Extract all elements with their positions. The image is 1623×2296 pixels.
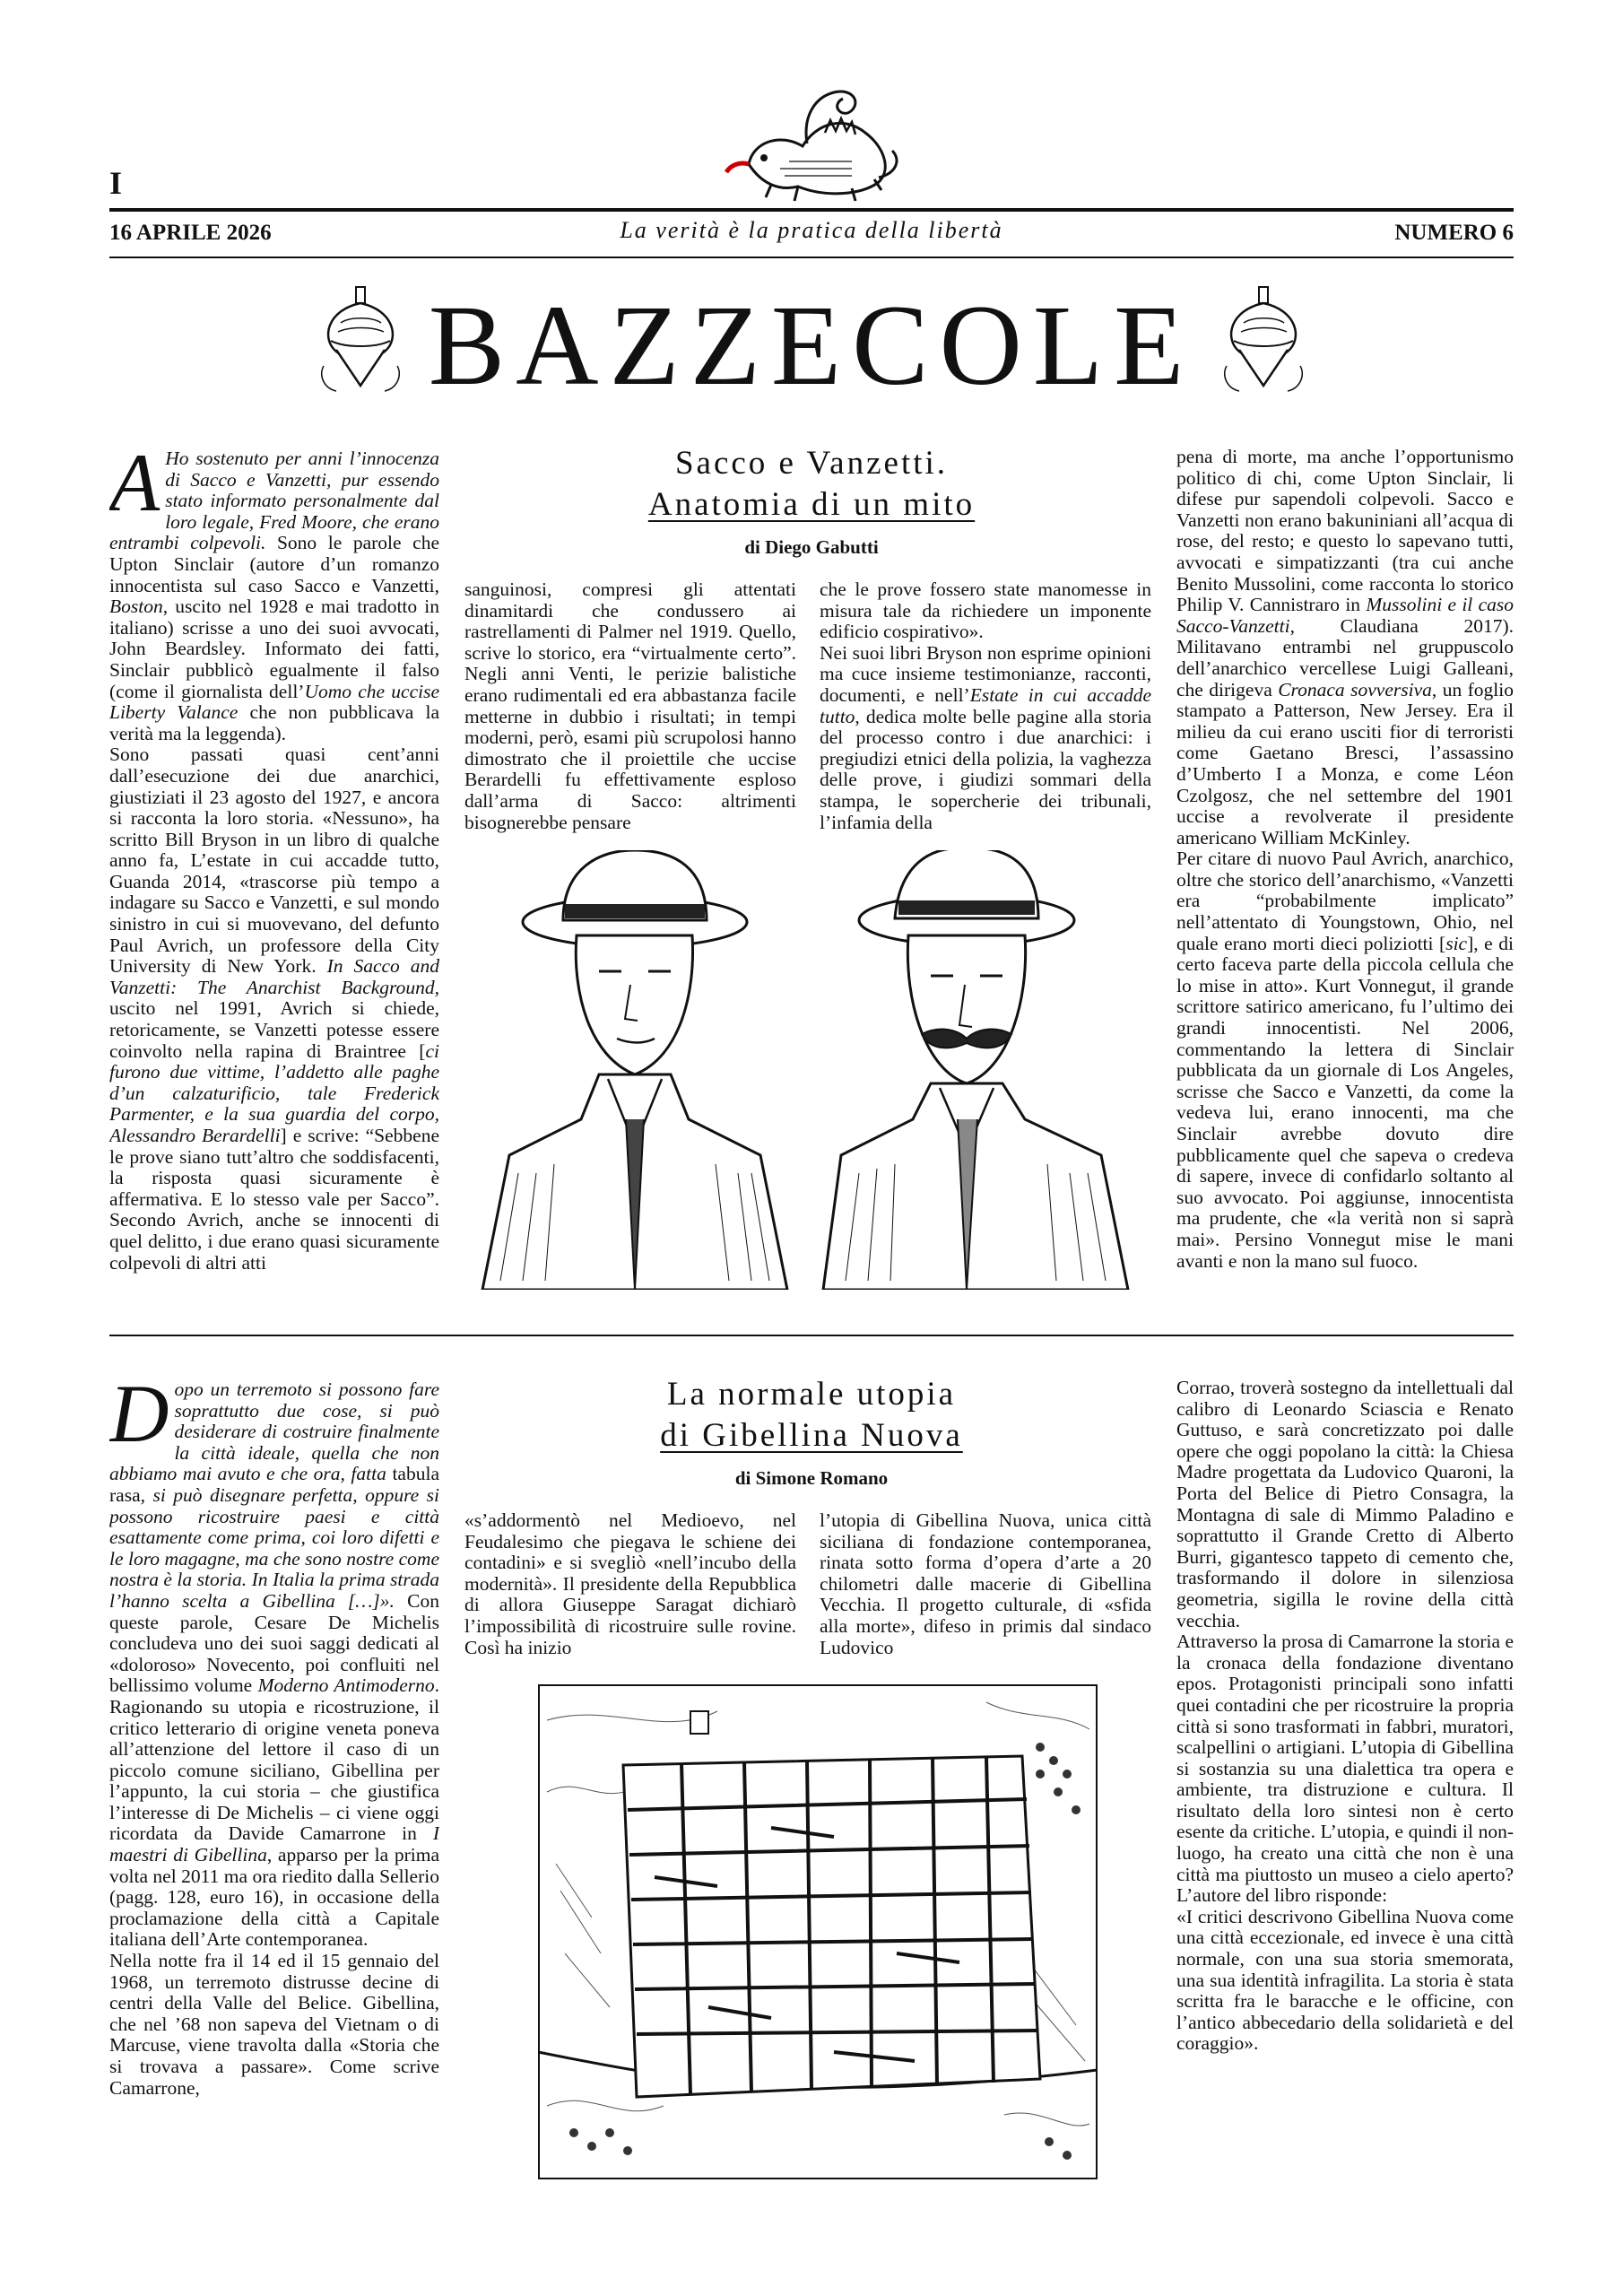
article2-byline: di Simone Romano bbox=[734, 1467, 889, 1489]
spinning-top-right-icon bbox=[1221, 285, 1306, 397]
article2-column-2: «s’addormentò nel Medioevo, nel Feudalesimo che piegava le schiene dei contadini» e si svegliò «nell’incubo della modernità». Il presidente della Repubblica di allora Giuseppe Saragat dichiarò l’impossibilità di ricostruire sulle rovine. Così ha inizio bbox=[464, 1510, 796, 1658]
article1-lead: Ho sostenuto per anni l’innocenza di Sacco e Vanzetti, pur essendo stato informato personalmente dal loro legale, Fred Moore, che erano entrambi colpevoli. bbox=[109, 448, 439, 554]
article1-column-3: che le prove fossero state manomesse in misura tale da richiedere un imponente edificio cospirativo». Nei suoi libri Bryson non esprime opinioni ma cuce insieme testimonianze, racconti, documenti, e nell’Estate in cui accadde tutto, dedica molte belle pagine alla storia del processo contro i due anarchici: i pregiudizi etnici della polizia, la vaghezza delle prove, i giudizi sommari della stampa, le sopercherie dei tribunali, l’infamia della bbox=[820, 579, 1151, 833]
article2-title-line1: La normale utopia bbox=[666, 1376, 957, 1413]
article2-column-1: Dopo un terremoto si possono fare soprattutto due cose, si può desiderare di costruire finalmente la città ideale, quella che non abbiamo mai avuto e che ora, fatta tabula rasa, si può disegnare perfetta, oppure si possono ricostruire paesi e città esattamente come prima, coi loro difetti e le loro magagne, ma che sono nostre come nostra è la storia. In Italia la prima strada l’hanno scelta a Gibellina […]». Con queste parole, Cesare De Michelis concludeva uno dei suoi saggi dedicati al «doloroso» Novecento, poi confluiti nel bellissimo volume Moderno Antimoderno. Ragionando su utopia e ricostruzione, il critico letterario di origine veneta poneva all’attenzione del lettore il caso di un piccolo comune siciliano, Gibellina per l’appunto, la cui storia – che giustifica l’interesse di De Michelis – ci viene oggi ricordata da Davide Camarrone in I maestri di Gibellina, apparso per la prima volta nel 2011 ma ora riedito dalla Sellerio (pagg. 128, euro 16), in occasione della proclamazione della città a Capitale italiana dell’Arte contemporanea. Nella notte fra il 14 ed il 15 gennaio del 1968, un terremoto distrusse decine di centri della Valle del Belice. Gibellina, che nel ’68 non sapeva del Vietnam o di Marcuse, viene travolta dalla «Storia che si trovava a passare». Come scrive Camarrone, bbox=[109, 1379, 439, 2099]
vanzetti-portrait bbox=[823, 850, 1128, 1290]
article1-byline: di Diego Gabutti bbox=[744, 536, 879, 558]
article1-title-line2: Anatomia di un mito bbox=[647, 486, 976, 523]
article1-column-1: A Ho sostenuto per anni l’innocenza di Sacco e Vanzetti, pur essendo stato informato personalmente dal loro legale, Fred Moore, che erano entrambi colpevoli. Sono le parole che Upton Sinclair (autore d’un romanzo innocentista sul caso Sacco e Vanzetti, Boston, uscito nel 1928 e mai tradotto in italiano) scrisse a uno dei suoi avvocati, John Beardsley. Informato dei fatti, Sinclair pubblicò egualmente il falso (come il giornalista dell’Uomo che uccise Liberty Valance che non pubblicava la verità ma la leggenda). Sono passati quasi cent’anni dall’esecuzione dei due anarchici, giustiziati il 23 agosto del 1927, e ancora si racconta la loro storia. «Nessuno», ha scritto Bill Bryson in un libro di qualche anno fa, L’estate in cui accadde tutto, Guanda 2014, «trascorse più tempo a indagare su Sacco e Vanzetti, e sul mondo sinistro in cui si muovevano, del defunto Paul Avrich, un professore della City University di New York. In Sacco and Vanzetti: The Anarchist Background, uscito nel 1991, Avrich si chiede, retoricamente, se Vanzetti potesse essere coinvolto nella rapina di Braintree [ci furono due vittime, l’addetto alle paghe d’un calzaturificio, tale Frederick Parmenter, e la sua guardia del corpo, Alessandro Berardelli] e scrive: “Sebbene le prove siano tutt’altro che soddisfacenti, la risposta quasi sicuramente è affermativa. E lo stesso vale per Sacco”. Secondo Avrich, anche se innocenti di quel delitto, i due erano quasi sicuramente colpevoli di altri atti bbox=[109, 448, 439, 1274]
spinning-top-left-icon bbox=[318, 285, 404, 397]
article2-column-3: l’utopia di Gibellina Nuova, unica città siciliana di fondazione contemporanea, rinata sotto forma d’opera d’arte a 20 chilometri dalle macerie di Gibellina Vecchia. Il progetto culturale, di «sfida alla morte», difeso in primis dal sindaco Ludovico bbox=[820, 1510, 1151, 1658]
article2-lead: opo un terremoto si possono fare soprattutto due cose, si può desiderare di costruire finalmente la città ideale, quella che non abbiamo mai avuto e che ora, fatta tabula rasa, si può disegnare perfetta, oppure si possono ricostruire paesi e città esattamente come prima, coi loro difetti e le loro magagne, ma che sono nostre come nostra è la storia. In Italia la prima strada l’hanno scelta a Gibellina […]». bbox=[109, 1379, 439, 1612]
header-rule-bottom bbox=[109, 257, 1514, 258]
article1-column-4: pena di morte, ma anche l’opportunismo politico di chi, come Upton Sinclair, li difese pur sapendoli colpevoli. Sacco e Vanzetti non erano bakuniniani all’acqua di rose, del resto; e questo lo sapevano tutti, avvocati e simpatizzanti (tra cui anche Benito Mussolini, come racconta lo storico Philip V. Cannistraro in Mussolini e il caso Sacco-Vanzetti, Claudiana 2017). Militavano entrambi nel gruppuscolo dell’anarchico vercellese Luigi Galleani, che dirigeva Cronaca sovversiva, un foglio stampato a Patterson, New Jersey. Era il milieu da cui erano usciti fior di terroristi come Gaetano Bresci, l’assassino d’Umberto I a Monza, e come Léon Czolgosz, che nel settembre del 1901 uccise a revolverate il presidente americano William McKinley. Per citare di nuovo Paul Avrich, anarchico, oltre che storico dell’anarchismo, «Vanzetti era “probabilmente implicato” nell’attentato di Youngstown, Ohio, nel quale erano morti dieci poliziotti [sic], e di certo faceva parte della piccola cellula che lo mise in atto». Kurt Vonnegut, il grande scrittore satirico americano, fu l’ultimo dei grandi innocentisti. Nel 2006, commentando la lettera di Sinclair pubblicata da un giornale di Los Angeles, scrisse che Sacco e Vanzetti, da come la vedeva lui, erano innocenti, ma che Sinclair avrebbe dovuto dire pubblicamente quel che sapeva o credeva di sapere, invece di confidarlo soltanto al suo avvocato. Poi aggiunse, innocentista ma prudente, che «la verità non si saprà mai». Persino Vonnegut mise le mani avanti e non la mano sul fuoco. bbox=[1176, 447, 1514, 1272]
article2-title bbox=[574, 1374, 1049, 1457]
article2-title-line2: di Gibellina Nuova bbox=[660, 1417, 963, 1454]
issue-number: NUMERO 6 bbox=[1394, 221, 1514, 245]
article1-column-2: sanguinosi, compresi gli attentati dinamitardi che condussero ai rastrellamenti di Palmer nel 1919. Quello, scrive lo storico, era “virtualmente certo”. Negli anni Venti, le perizie balistiche erano rudimentali ed era abbastanza facile metterne in dubbio i risultati; in tempi moderni, però, esami più scrupolosi hanno dimostrato che il proiettile che uccise Berardelli fu effettivamente esploso dall’arma di Sacco: altrimenti bisognerebbe pensare bbox=[464, 579, 796, 833]
article2-dropcap: D bbox=[109, 1379, 169, 1459]
sacco-portrait bbox=[482, 850, 787, 1290]
article1-title bbox=[574, 443, 1049, 526]
section-divider bbox=[109, 1335, 1514, 1336]
masthead-title: BAZZECOLE bbox=[428, 282, 1195, 409]
grande-cretto-aerial-illustration bbox=[538, 1684, 1098, 2179]
issue-date: 16 APRILE 2026 bbox=[109, 221, 272, 245]
motto: La verità è la pratica della libertà bbox=[620, 217, 1003, 243]
dragon-illustration bbox=[717, 79, 906, 213]
article1-dropcap: A bbox=[109, 448, 161, 528]
sacco-vanzetti-portrait-illustration bbox=[464, 850, 1155, 1290]
article2-column-4: Corrao, troverà sostegno da intellettuali dal calibro di Leonardo Sciascia e Renato Guttuso, e sarà concretizzato poi dalle opere che oggi popolano la città: la Chiesa Madre progettata da Ludovico Quaroni, la Porta del Belice di Pietro Consagra, la Montagna di sale di Mimmo Paladino e soprattutto il Grande Cretto di Alberto Burri, gigantesco tappeto di cemento che, trasformando il dolore in silenziosa geometria, sigilla le rovine della città vecchia. Attraverso la prosa di Camarrone la storia e la cronaca della fondazione diventano epos. Protagonisti principali sono infatti quei contadini che per ricostruire la propria città si sono trasformati in fabbri, muratori, scalpellini o artigiani. L’utopia di Gibellina si sostanzia su una dialettica tra opera e ambiente, tra distruzione e cultura. Il risultato della loro sintesi non è certo esente da critiche. L’utopia, e quindi il non-luogo, ha creato una città che non è una città ma piuttosto un museo a cielo aperto? L’autore del libro risponde: «I critici descrivono Gibellina Nuova come una città eccezionale, ed invece è una città normale, con una sua storia smemorata, una sua identità infragilita. La storia è stata scritta fra le baracche e le officine, con l’antico abbecedario della solidarietà e del coraggio». bbox=[1176, 1378, 1514, 2055]
page-number: I bbox=[109, 165, 123, 201]
header-rule-top bbox=[109, 208, 1514, 212]
article1-title-line1: Sacco e Vanzetti. bbox=[674, 445, 949, 482]
